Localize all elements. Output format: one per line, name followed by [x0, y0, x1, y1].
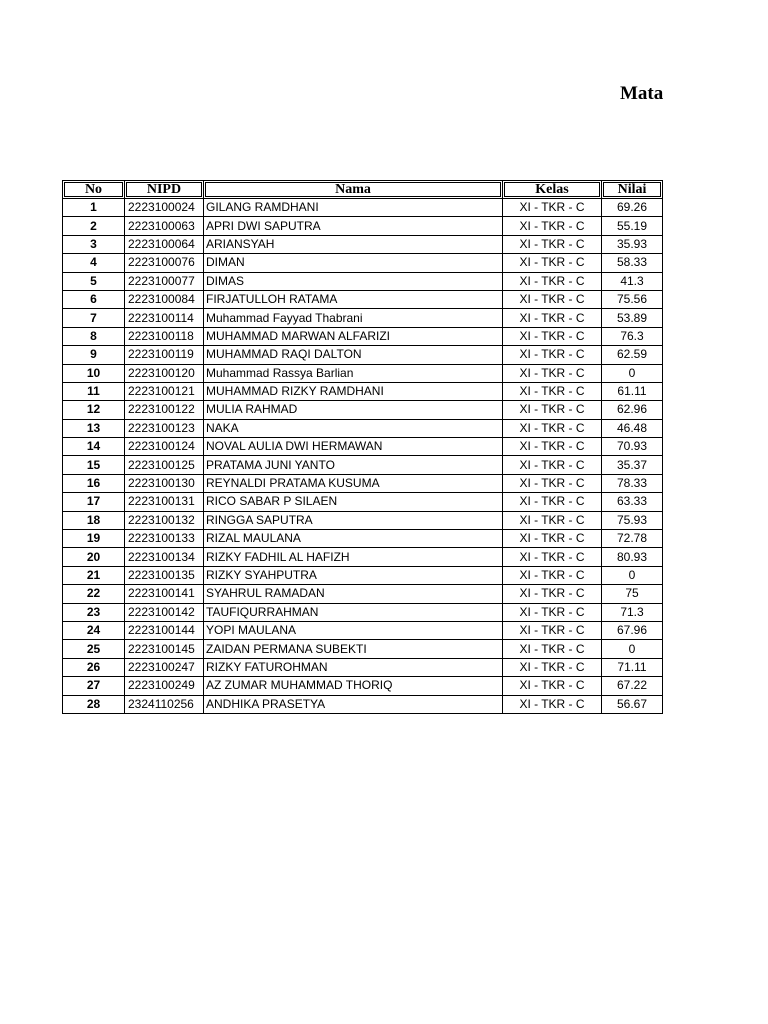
- cell-no: 1: [63, 199, 125, 217]
- cell-nilai: 41.3: [602, 272, 663, 290]
- cell-no: 19: [63, 530, 125, 548]
- cell-nilai: 75: [602, 585, 663, 603]
- table-row: [63, 621, 663, 639]
- cell-nama: MULIA RAHMAD: [204, 401, 503, 419]
- cell-nama: PRATAMA JUNI YANTO: [204, 456, 503, 474]
- cell-nama: ARIANSYAH: [204, 235, 503, 253]
- cell-nama: APRI DWI SAPUTRA: [204, 217, 503, 235]
- table-row: [63, 235, 663, 253]
- cell-nipd: 2223100024: [125, 199, 204, 217]
- cell-nama: DIMAN: [204, 254, 503, 272]
- cell-nipd: 2223100118: [125, 327, 204, 345]
- table-row: [63, 199, 663, 217]
- cell-nipd: 2223100123: [125, 419, 204, 437]
- cell-kelas: XI - TKR - C: [503, 419, 602, 437]
- table-row: [63, 493, 663, 511]
- cell-kelas: XI - TKR - C: [503, 603, 602, 621]
- header-no: No: [63, 181, 125, 199]
- cell-nipd: 2223100063: [125, 217, 204, 235]
- cell-nipd: 2223100084: [125, 290, 204, 308]
- cell-kelas: XI - TKR - C: [503, 658, 602, 676]
- header-nilai: Nilai: [602, 181, 663, 199]
- cell-kelas: XI - TKR - C: [503, 511, 602, 529]
- cell-nipd: 2223100077: [125, 272, 204, 290]
- cell-nilai: 71.11: [602, 658, 663, 676]
- table-row: [63, 364, 663, 382]
- table-row: [63, 474, 663, 492]
- cell-nipd: 2223100249: [125, 677, 204, 695]
- cell-nipd: 2223100119: [125, 346, 204, 364]
- cell-nipd: 2223100130: [125, 474, 204, 492]
- cell-no: 11: [63, 382, 125, 400]
- table-header: [63, 181, 663, 199]
- cell-kelas: XI - TKR - C: [503, 585, 602, 603]
- cell-no: 12: [63, 401, 125, 419]
- cell-kelas: XI - TKR - C: [503, 346, 602, 364]
- cell-nama: RIZKY SYAHPUTRA: [204, 566, 503, 584]
- cell-nama: MUHAMMAD MARWAN ALFARIZI: [204, 327, 503, 345]
- table-row: [63, 603, 663, 621]
- cell-nipd: 2223100142: [125, 603, 204, 621]
- cell-nipd: 2223100121: [125, 382, 204, 400]
- cell-nilai: 0: [602, 566, 663, 584]
- cell-no: 17: [63, 493, 125, 511]
- cell-kelas: XI - TKR - C: [503, 382, 602, 400]
- cell-nama: MUHAMMAD RIZKY RAMDHANI: [204, 382, 503, 400]
- cell-kelas: XI - TKR - C: [503, 272, 602, 290]
- cell-no: 21: [63, 566, 125, 584]
- cell-no: 23: [63, 603, 125, 621]
- cell-kelas: XI - TKR - C: [503, 530, 602, 548]
- cell-nilai: 0: [602, 364, 663, 382]
- table-row: [63, 327, 663, 345]
- cell-nilai: 69.26: [602, 199, 663, 217]
- table-row: [63, 530, 663, 548]
- cell-nama: GILANG RAMDHANI: [204, 199, 503, 217]
- cell-nipd: 2223100133: [125, 530, 204, 548]
- cell-nilai: 75.93: [602, 511, 663, 529]
- cell-no: 2: [63, 217, 125, 235]
- cell-nama: RIZAL MAULANA: [204, 530, 503, 548]
- cell-nilai: 75.56: [602, 290, 663, 308]
- cell-nama: NAKA: [204, 419, 503, 437]
- cell-no: 10: [63, 364, 125, 382]
- table-row: [63, 382, 663, 400]
- page-title: Mata: [620, 83, 663, 104]
- cell-no: 24: [63, 621, 125, 639]
- cell-kelas: XI - TKR - C: [503, 548, 602, 566]
- cell-nama: FIRJATULLOH RATAMA: [204, 290, 503, 308]
- table-row: [63, 566, 663, 584]
- cell-no: 13: [63, 419, 125, 437]
- cell-nipd: 2223100141: [125, 585, 204, 603]
- table-row: [63, 511, 663, 529]
- cell-nilai: 46.48: [602, 419, 663, 437]
- cell-nama: SYAHRUL RAMADAN: [204, 585, 503, 603]
- table-row: [63, 419, 663, 437]
- cell-nama: AZ ZUMAR MUHAMMAD THORIQ: [204, 677, 503, 695]
- cell-no: 14: [63, 438, 125, 456]
- cell-nama: Muhammad Fayyad Thabrani: [204, 309, 503, 327]
- cell-nilai: 35.93: [602, 235, 663, 253]
- table-row: [63, 401, 663, 419]
- table-row: [63, 658, 663, 676]
- table-row: [63, 272, 663, 290]
- cell-no: 26: [63, 658, 125, 676]
- cell-no: 7: [63, 309, 125, 327]
- cell-nilai: 0: [602, 640, 663, 658]
- table-row: [63, 254, 663, 272]
- cell-nipd: 2223100131: [125, 493, 204, 511]
- cell-nilai: 78.33: [602, 474, 663, 492]
- cell-nama: Muhammad Rassya Barlian: [204, 364, 503, 382]
- table-row: [63, 585, 663, 603]
- cell-kelas: XI - TKR - C: [503, 456, 602, 474]
- cell-nama: RICO SABAR P SILAEN: [204, 493, 503, 511]
- cell-nilai: 70.93: [602, 438, 663, 456]
- table-row: [63, 346, 663, 364]
- cell-nipd: 2223100135: [125, 566, 204, 584]
- cell-kelas: XI - TKR - C: [503, 493, 602, 511]
- header-nama: Nama: [204, 181, 503, 199]
- cell-nama: ZAIDAN PERMANA SUBEKTI: [204, 640, 503, 658]
- cell-kelas: XI - TKR - C: [503, 695, 602, 713]
- cell-kelas: XI - TKR - C: [503, 401, 602, 419]
- cell-kelas: XI - TKR - C: [503, 290, 602, 308]
- table-row: [63, 217, 663, 235]
- cell-nilai: 55.19: [602, 217, 663, 235]
- cell-nama: NOVAL AULIA DWI HERMAWAN: [204, 438, 503, 456]
- table-row: [63, 290, 663, 308]
- table-row: [63, 438, 663, 456]
- cell-nipd: 2223100247: [125, 658, 204, 676]
- cell-nama: RIZKY FATUROHMAN: [204, 658, 503, 676]
- table-row: [63, 456, 663, 474]
- cell-no: 8: [63, 327, 125, 345]
- cell-nipd: 2223100120: [125, 364, 204, 382]
- cell-kelas: XI - TKR - C: [503, 677, 602, 695]
- table-row: [63, 677, 663, 695]
- cell-nama: RIZKY FADHIL AL HAFIZH: [204, 548, 503, 566]
- cell-nipd: 2223100064: [125, 235, 204, 253]
- cell-nipd: 2223100076: [125, 254, 204, 272]
- cell-kelas: XI - TKR - C: [503, 438, 602, 456]
- cell-nilai: 72.78: [602, 530, 663, 548]
- cell-nilai: 61.11: [602, 382, 663, 400]
- table-row: [63, 309, 663, 327]
- cell-kelas: XI - TKR - C: [503, 640, 602, 658]
- cell-nipd: 2223100122: [125, 401, 204, 419]
- cell-no: 28: [63, 695, 125, 713]
- cell-nilai: 80.93: [602, 548, 663, 566]
- cell-nama: REYNALDI PRATAMA KUSUMA: [204, 474, 503, 492]
- cell-no: 3: [63, 235, 125, 253]
- cell-nilai: 53.89: [602, 309, 663, 327]
- cell-kelas: XI - TKR - C: [503, 217, 602, 235]
- cell-nilai: 62.96: [602, 401, 663, 419]
- cell-nilai: 67.22: [602, 677, 663, 695]
- table-body: [63, 199, 663, 714]
- cell-kelas: XI - TKR - C: [503, 474, 602, 492]
- cell-nama: TAUFIQURRAHMAN: [204, 603, 503, 621]
- cell-kelas: XI - TKR - C: [503, 235, 602, 253]
- cell-nilai: 56.67: [602, 695, 663, 713]
- cell-no: 27: [63, 677, 125, 695]
- cell-nipd: 2223100134: [125, 548, 204, 566]
- cell-nipd: 2223100124: [125, 438, 204, 456]
- cell-kelas: XI - TKR - C: [503, 199, 602, 217]
- cell-nama: MUHAMMAD RAQI DALTON: [204, 346, 503, 364]
- cell-nilai: 63.33: [602, 493, 663, 511]
- table-row: [63, 548, 663, 566]
- cell-no: 9: [63, 346, 125, 364]
- cell-kelas: XI - TKR - C: [503, 327, 602, 345]
- cell-nama: ANDHIKA PRASETYA: [204, 695, 503, 713]
- cell-nilai: 58.33: [602, 254, 663, 272]
- cell-kelas: XI - TKR - C: [503, 309, 602, 327]
- header-row: [63, 181, 663, 199]
- cell-nipd: 2223100145: [125, 640, 204, 658]
- cell-nilai: 35.37: [602, 456, 663, 474]
- cell-nama: RINGGA SAPUTRA: [204, 511, 503, 529]
- cell-nilai: 76.3: [602, 327, 663, 345]
- cell-nilai: 71.3: [602, 603, 663, 621]
- header-kelas: Kelas: [503, 181, 602, 199]
- grade-table: [62, 180, 663, 714]
- cell-nilai: 67.96: [602, 621, 663, 639]
- cell-nipd: 2223100132: [125, 511, 204, 529]
- cell-no: 25: [63, 640, 125, 658]
- cell-no: 18: [63, 511, 125, 529]
- cell-no: 15: [63, 456, 125, 474]
- cell-kelas: XI - TKR - C: [503, 254, 602, 272]
- cell-nipd: 2223100125: [125, 456, 204, 474]
- cell-kelas: XI - TKR - C: [503, 566, 602, 584]
- cell-no: 5: [63, 272, 125, 290]
- cell-kelas: XI - TKR - C: [503, 621, 602, 639]
- cell-no: 22: [63, 585, 125, 603]
- cell-nama: DIMAS: [204, 272, 503, 290]
- header-nipd: NIPD: [125, 181, 204, 199]
- cell-nipd: 2223100144: [125, 621, 204, 639]
- cell-kelas: XI - TKR - C: [503, 364, 602, 382]
- cell-nama: YOPI MAULANA: [204, 621, 503, 639]
- cell-nilai: 62.59: [602, 346, 663, 364]
- table-row: [63, 695, 663, 713]
- cell-no: 4: [63, 254, 125, 272]
- table-row: [63, 640, 663, 658]
- cell-no: 6: [63, 290, 125, 308]
- cell-no: 20: [63, 548, 125, 566]
- cell-nipd: 2223100114: [125, 309, 204, 327]
- cell-no: 16: [63, 474, 125, 492]
- cell-nipd: 2324110256: [125, 695, 204, 713]
